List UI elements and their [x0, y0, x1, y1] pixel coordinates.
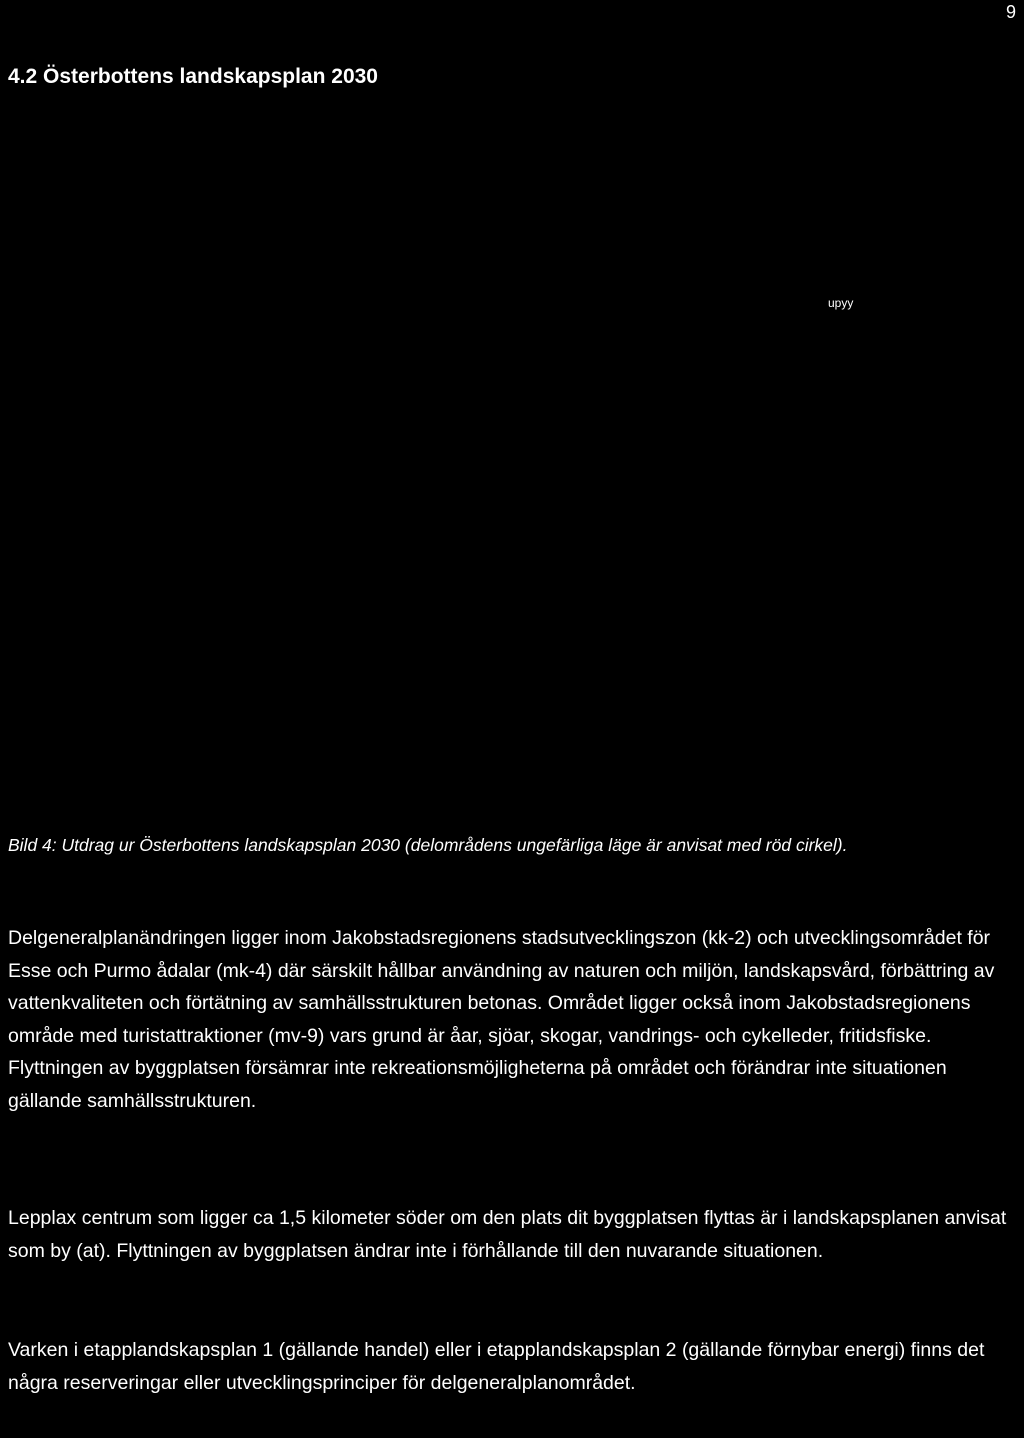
landscape-plan-map-image	[0, 100, 1024, 800]
paragraph-lepplax-centrum: Lepplax centrum som ligger ca 1,5 kilometer söder om den plats dit byggplatsen flyttas är i landskapsplanen anvisat som by (at). Flyttningen av byggplatsen ändrar inte i förhållande till den nuvarande situationen.	[8, 1207, 1007, 1262]
map-label: upyy	[828, 296, 854, 310]
paragraph-stage-plans: Varken i etapplandskapsplan 1 (gällande handel) eller i etapplandskapsplan 2 (gällande förnybar energi) finns det några reserveringar eller utvecklingsprinciper för delgeneralplanområdet.	[8, 1339, 985, 1394]
page-number: 9	[1005, 2, 1016, 22]
section-heading: 4.2 Österbottens landskapsplan 2030	[8, 65, 378, 88]
figure-caption: Bild 4: Utdrag ur Österbottens landskapsplan 2030 (delområdens ungefärliga läge är anvisat med röd cirkel).	[8, 835, 848, 855]
paragraph-zoning: Delgeneralplanändringen ligger inom Jakobstadsregionens stadsutvecklingszon (kk-2) och utvecklingsområdet för Esse och Purmo ådalar (mk-4) där särskilt hållbar användning av naturen och miljön, landskapsvård, förbättring av vattenkvaliteten och förtätning av samhällsstrukturen betonas. Området ligger också inom Jakobstadsregionens område med turistattraktioner (mv-9) vars grund är åar, sjöar, skogar, vandrings- och cykelleder, fritidsfiske. Flyttningen av byggplatsen försämrar inte rekreationsmöjligheterna på området och förändrar inte situationen gällande samhällsstrukturen.	[8, 927, 995, 1112]
